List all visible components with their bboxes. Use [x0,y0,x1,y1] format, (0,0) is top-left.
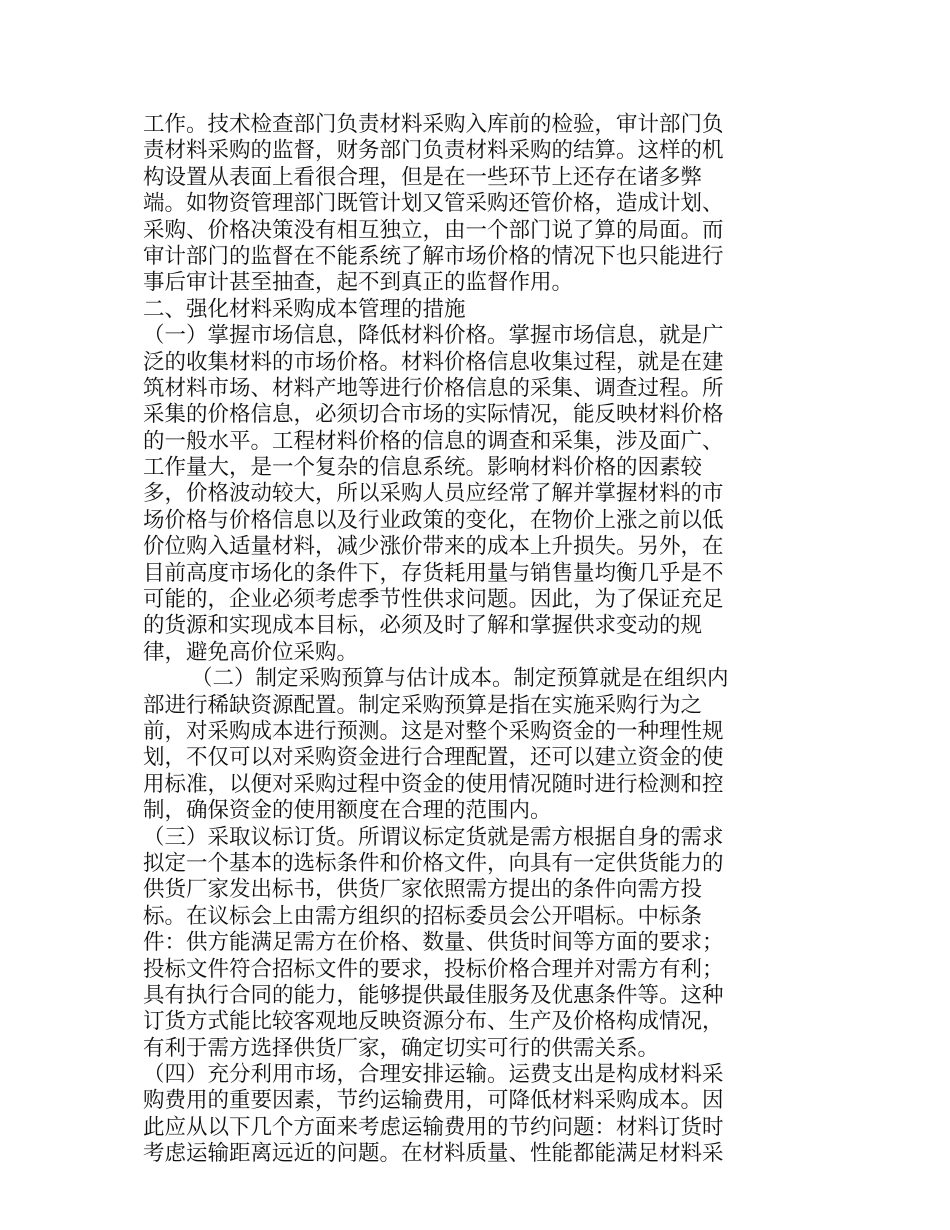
text-line: 工作量大，是一个复杂的信息系统。影响材料价格的因素较 [143,455,703,481]
text-line: 考虑运输距离远近的问题。在材料质量、性能都能满足材料采 [143,1141,724,1167]
text-line: 构设置从表面上看很合理，但是在一些环节上还存在诸多弊 [143,164,703,190]
text-line: （一）掌握市场信息，降低材料价格。掌握市场信息，就是广 [143,323,724,349]
text-line: 划，不仅可以对采购资金进行合理配置，还可以建立资金的使 [143,745,724,771]
text-line: 筑材料市场、材料产地等进行价格信息的采集、调查过程。所 [143,375,724,401]
text-line: 采购、价格决策没有相互独立，由一个部门说了算的局面。而 [143,217,724,243]
text-line: 审计部门的监督在不能系统了解市场价格的情况下也只能进行 [143,243,724,269]
text-line: 具有执行合同的能力，能够提供最佳服务及优惠条件等。这种 [143,982,724,1008]
text-line: 的一般水平。工程材料价格的信息的调查和采集，涉及面广、 [143,428,724,454]
text-line: 场价格与价格信息以及行业政策的变化，在物价上涨之前以低 [143,507,724,533]
text-line: 拟定一个基本的选标条件和价格文件，向具有一定供货能力的 [143,850,724,876]
text-line: 的货源和实现成本目标，必须及时了解和掌握供求变动的规 [143,613,703,639]
text-line: 采集的价格信息，必须切合市场的实际情况，能反映材料价格 [143,402,724,428]
text-line: 标。在议标会上由需方组织的招标委员会公开唱标。中标条 [143,903,703,929]
text-line: 件：供方能满足需方在价格、数量、供货时间等方面的要求； [143,930,724,956]
text-line: 部进行稀缺资源配置。制定采购预算是指在实施采购行为之 [143,692,703,718]
text-line: 可能的，企业必须考虑季节性供求问题。因此，为了保证充足 [143,587,724,613]
text-line: 泛的收集材料的市场价格。材料价格信息收集过程，就是在建 [143,349,724,375]
text-line: 用标准，以便对采购过程中资金的使用情况随时进行检测和控 [143,771,724,797]
document-body [143,112,733,1168]
text-line: 前，对采购成本进行预测。这是对整个采购资金的一种理性规 [143,718,724,744]
text-line: （二）制定采购预算与估计成本。制定预算就是在组织内 [191,666,729,692]
text-line: 端。如物资管理部门既管计划又管采购还管价格，造成计划、 [143,191,724,217]
text-line: 购费用的重要因素，节约运输费用，可降低材料采购成本。因 [143,1088,724,1114]
text-line: 有利于需方选择供货厂家，确定切实可行的供需关系。 [143,1035,660,1061]
text-line: 多，价格波动较大，所以采购人员应经常了解并掌握材料的市 [143,481,724,507]
text-line: （三）采取议标订货。所谓议标定货就是需方根据自身的需求 [143,824,724,850]
text-line: 投标文件符合招标文件的要求，投标价格合理并对需方有利； [143,956,724,982]
section-heading: 二、强化材料采购成本管理的措施 [143,296,466,322]
text-line: 价位购入适量材料，减少涨价带来的成本上升损失。另外，在 [143,534,724,560]
text-line: 责材料采购的监督，财务部门负责材料采购的结算。这样的机 [143,138,724,164]
text-line: 律，避免高价位采购。 [143,639,359,665]
text-line: 制，确保资金的使用额度在合理的范围内。 [143,798,552,824]
text-line: 事后审计甚至抽查，起不到真正的监督作用。 [143,270,574,296]
text-line: 订货方式能比较客观地反映资源分布、生产及价格构成情况， [143,1009,724,1035]
text-line: 工作。技术检查部门负责材料采购入库前的检验，审计部门负 [143,112,724,137]
text-line: 供货厂家发出标书，供货厂家依照需方提出的条件向需方投 [143,877,703,903]
text-line: 目前高度市场化的条件下，存货耗用量与销售量均衡几乎是不 [143,560,724,586]
text-line: 此应从以下几个方面来考虑运输费用的节约问题：材料订货时 [143,1114,724,1140]
text-line: （四）充分利用市场，合理安排运输。运费支出是构成材料采 [143,1062,724,1088]
